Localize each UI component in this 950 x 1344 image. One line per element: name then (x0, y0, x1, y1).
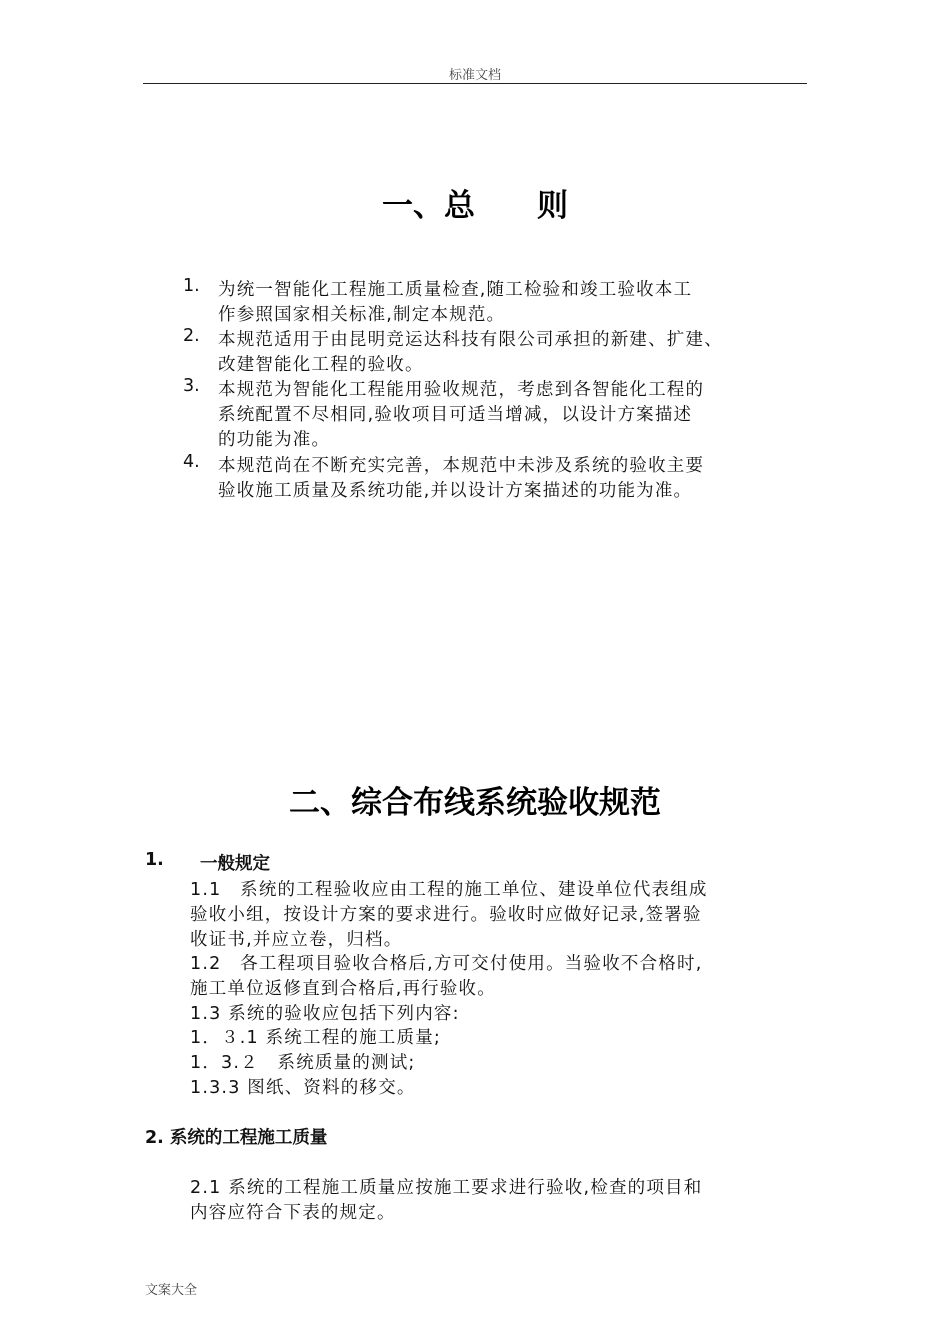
section-1-title: 一、总 则 (382, 188, 568, 224)
list-item-4-line-1: 本规范尚在不断充实完善，本规范中未涉及系统的验收主要 (218, 456, 705, 476)
paragraph-line: 1．３.1 系统工程的施工质量; (190, 1028, 441, 1048)
header-divider (143, 83, 807, 84)
list-item-1-line-1: 为统一智能化工程施工质量检查,随工检验和竣工验收本工 (218, 280, 693, 300)
subsection-2-heading: 2. 系统的工程施工质量 (145, 1128, 328, 1148)
list-item-4-number: 4. (183, 452, 200, 472)
paragraph-line: 内容应符合下表的规定。 (190, 1203, 396, 1223)
list-item-2-number: 2. (183, 326, 200, 346)
list-item-3-line-2: 系统配置不尽相同,验收项目可适当增减，以设计方案描述 (218, 405, 693, 425)
list-item-4-line-2: 验收施工质量及系统功能,并以设计方案描述的功能为准。 (218, 481, 693, 501)
list-item-2-line-1: 本规范适用于由昆明竞运达科技有限公司承担的新建、扩建、 (218, 330, 723, 350)
page-header: 标准文档 (448, 68, 501, 83)
list-item-2-line-2: 改建智能化工程的验收。 (218, 355, 424, 375)
section-2-title: 二、综合布线系统验收规范 (289, 785, 661, 821)
paragraph-line: 收证书,并应立卷，归档。 (190, 930, 403, 950)
paragraph-line: 1.3 系统的验收应包括下列内容: (190, 1004, 460, 1024)
paragraph-line: 验收小组，按设计方案的要求进行。验收时应做好记录,签署验 (190, 905, 702, 925)
list-item-3-line-3: 的功能为准。 (218, 430, 331, 450)
paragraph-line: 1.1 系统的工程验收应由工程的施工单位、建设单位代表组成 (190, 880, 708, 900)
list-item-1-number: 1. (183, 276, 200, 296)
paragraph-line: 1．3.２ 系统质量的测试; (190, 1053, 416, 1073)
subsection-1-number: 1. (145, 850, 164, 870)
list-item-1-line-2: 作参照国家相关标准,制定本规范。 (218, 305, 506, 325)
paragraph-line: 2.1 系统的工程施工质量应按施工要求进行验收,检查的项目和 (190, 1178, 703, 1198)
page-footer: 文案大全 (145, 1283, 198, 1298)
list-item-3-line-1: 本规范为智能化工程能用验收规范，考虑到各智能化工程的 (218, 380, 705, 400)
paragraph-line: 1.2 各工程项目验收合格后,方可交付使用。当验收不合格时, (190, 954, 703, 974)
list-item-3-number: 3. (183, 376, 200, 396)
paragraph-line: 1.3.3 图纸、资料的移交。 (190, 1078, 416, 1098)
subsection-1-title: 一般规定 (200, 854, 270, 874)
paragraph-line: 施工单位返修直到合格后,再行验收。 (190, 979, 496, 999)
